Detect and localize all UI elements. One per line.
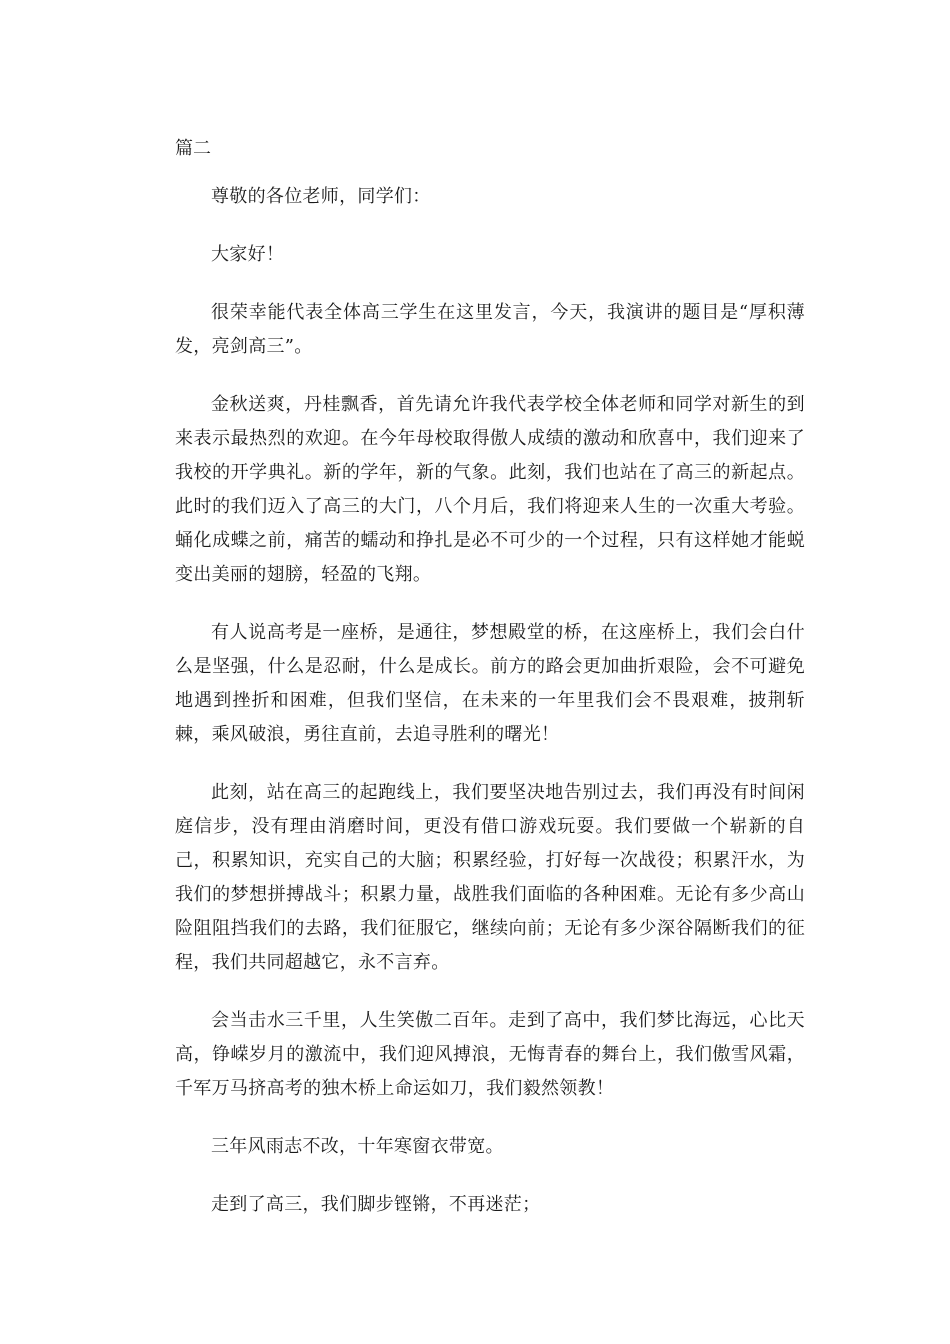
section-heading: 篇二	[175, 138, 211, 159]
paragraph-couplet: 三年风雨志不改，十年寒窗衣带宽。	[211, 1136, 504, 1157]
paragraph-senior-year: 走到了高三，我们脚步铿锵，不再迷茫；	[211, 1194, 541, 1215]
document-body	[175, 180, 805, 1246]
paragraph-start-line: 此刻，站在高三的起跑线上，我们要坚决地告别过去，我们再没有时间闲庭信步，没有理由消磨时间，更没有借口游戏玩耍。我们要做一个崭新的自己，积累知识，充实自己的大脑；积累经验，打好每一次战役；积累汗水，为我们的梦想拼搏战斗；积累力量，战胜我们面临的各种困难。无论有多少高山险阻阻挡我们的去路，我们征服它，继续向前；无论有多少深谷隔断我们的征程，我们共同超越它，永不言弃。	[175, 782, 805, 973]
paragraph-salutation: 尊敬的各位老师，同学们：	[211, 186, 431, 207]
paragraph-ambition: 会当击水三千里，人生笑傲二百年。走到了高中，我们梦比海远，心比天高，铮嵘岁月的激流中，我们迎风搏浪，无悔青春的舞台上，我们傲雪风霜，千军万马挤高考的独木桥上命运如刀，我们毅然领教！	[175, 1010, 805, 1099]
paragraph-intro: 很荣幸能代表全体高三学生在这里发言，今天，我演讲的题目是“厚积薄发，亮剑高三”。	[175, 302, 805, 357]
paragraph-bridge: 有人说高考是一座桥，是通往，梦想殿堂的桥，在这座桥上，我们会白什么是坚强，什么是忍耐，什么是成长。前方的路会更加曲折艰险，会不可避免地遇到挫折和困难，但我们坚信，在未来的一年里我们会不畏艰难，披荆斩棘，乘风破浪，勇往直前，去追寻胜利的曙光！	[175, 622, 805, 745]
paragraph-greeting: 大家好！	[211, 244, 285, 265]
paragraph-autumn: 金秋送爽，丹桂飘香，首先请允许我代表学校全体老师和同学对新生的到来表示最热烈的欢迎。在今年母校取得傲人成绩的激动和欣喜中，我们迎来了我校的开学典礼。新的学年，新的气象。此刻，我们也站在了高三的新起点。此时的我们迈入了高三的大门，八个月后，我们将迎来人生的一次重大考验。蛹化成蝶之前，痛苦的蠕动和挣扎是必不可少的一个过程，只有这样她才能蜕变出美丽的翅膀，轻盈的飞翔。	[175, 394, 805, 585]
